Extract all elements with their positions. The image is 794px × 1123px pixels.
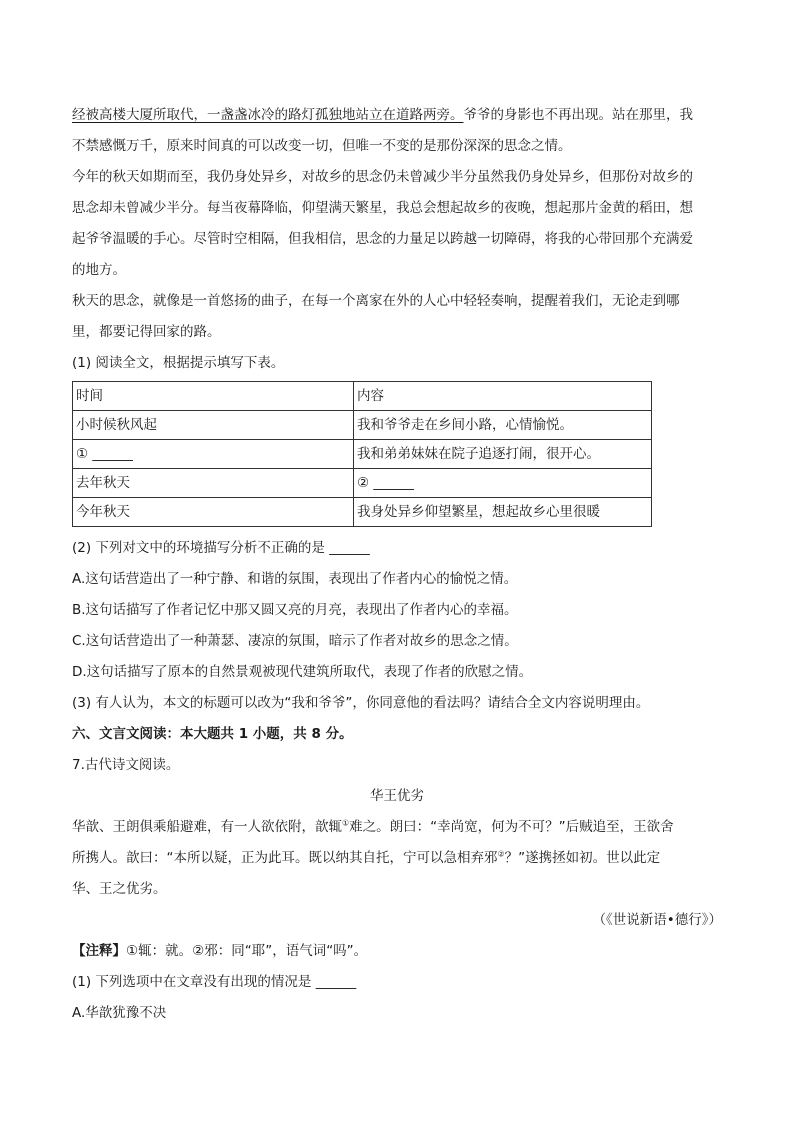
passage-para3-line1: 秋天的思念，就像是一首悠扬的曲子，在每一个离家在外的人心中轻轻奏响，提醒着我们，无论走到哪 bbox=[72, 293, 680, 309]
option-a[interactable]: A.这句话营造出了一种宁静、和谐的氛围，表现出了作者内心的愉悦之情。 bbox=[72, 571, 518, 587]
footnote-marker: ① bbox=[342, 818, 350, 828]
underlined-sentence: 经被高楼大厦所取代，一盏盏冰冷的路灯孤独地站立在道路两旁。 bbox=[72, 107, 464, 123]
table-header-cell: 时间 bbox=[73, 382, 354, 411]
classical-text-line2: 所携人。歆曰：“本所以疑，正为此耳。既以纳其自托，宁可以急相弃邪②？”遂携拯如初。世以此定 bbox=[72, 849, 661, 866]
passage-para2-line4: 的地方。 bbox=[72, 262, 126, 278]
table-header-row bbox=[73, 382, 652, 411]
passage-para3-line2: 里，都要记得回家的路。 bbox=[72, 324, 221, 340]
table-row bbox=[73, 498, 652, 527]
option-b[interactable]: B.这句话描写了作者记忆中那又圆又亮的月亮，表现出了作者内心的幸福。 bbox=[72, 602, 518, 618]
table-cell: 我和爷爷走在乡间小路，心情愉悦。 bbox=[354, 411, 652, 440]
question-1-prompt: (1) 阅读全文，根据提示填写下表。 bbox=[72, 355, 285, 371]
table-row bbox=[73, 469, 652, 498]
passage-para2-line1: 今年的秋天如期而至，我仍身处异乡，对故乡的思念仍未曾减少半分虽然我仍身处异乡，但那份对故乡的 bbox=[72, 169, 693, 185]
table-header-cell: 内容 bbox=[354, 382, 652, 411]
footnote-marker: ② bbox=[497, 849, 505, 859]
question-3-prompt: (3) 有人认为，本文的标题可以改为“我和爷爷”，你同意他的看法吗？请结合全文内容说明理由。 bbox=[72, 695, 650, 711]
document-page bbox=[72, 100, 722, 1029]
option-a[interactable]: A.华歆犹豫不决 bbox=[72, 1005, 167, 1021]
notes-label: 【注释】 bbox=[72, 943, 126, 959]
table-row bbox=[73, 411, 652, 440]
classical-text-line1: 华歆、王朗俱乘船避难，有一人欲依附，歆辄①难之。朗曰：“幸尚宽，何为不可？”后贼追至，王欲舍 bbox=[72, 818, 674, 835]
table-cell: 我身处异乡仰望繁星，想起故乡心里很暖 bbox=[354, 498, 652, 527]
passage-para2-line2: 思念却未曾减少半分。每当夜幕降临，仰望满天繁星，我总会想起故乡的夜晚，想起那片金黄的稻田，想 bbox=[72, 200, 693, 216]
table-cell-blank[interactable]: ② ______ bbox=[354, 469, 652, 498]
classical-text-title: 华王优劣 bbox=[370, 788, 424, 804]
table-cell-blank[interactable]: ① ______ bbox=[73, 440, 354, 469]
option-d[interactable]: D.这句话描写了原本的自然景观被现代建筑所取代，表现了作者的欣慰之情。 bbox=[72, 664, 533, 680]
passage-para1-line2: 不禁感慨万千，原来时间真的可以改变一切，但唯一不变的是那份深深的思念之情。 bbox=[72, 138, 572, 154]
notes-text: ①辄：就。②邪：同“耶”，语气词“吗”。 bbox=[126, 943, 368, 959]
table-cell: 我和弟弟妹妹在院子追逐打闹，很开心。 bbox=[354, 440, 652, 469]
table-cell: 小时候秋风起 bbox=[73, 411, 354, 440]
table-cell: 去年秋天 bbox=[73, 469, 354, 498]
question-7-sub1-prompt: (1) 下列选项中在文章没有出现的情况是 ______ bbox=[72, 974, 357, 990]
question-2-prompt: (2) 下列对文中的环境描写分析不正确的是 ______ bbox=[72, 540, 370, 556]
source-citation: （《世说新语•德行》） bbox=[592, 912, 722, 928]
classical-text-line3: 华、王之优劣。 bbox=[72, 881, 167, 897]
passage-para1-line1: 经被高楼大厦所取代，一盏盏冰冷的路灯孤独地站立在道路两旁。爷爷的身影也不再出现。站在那里，我 bbox=[72, 107, 693, 123]
question-7-heading: 7.古代诗文阅读。 bbox=[72, 757, 180, 773]
table-cell: 今年秋天 bbox=[73, 498, 354, 527]
passage-para2-line3: 起爷爷温暖的手心。尽管时空相隔，但我相信，思念的力量足以跨越一切障碍，将我的心带回那个充满爱 bbox=[72, 231, 693, 247]
option-c[interactable]: C.这句话营造出了一种萧瑟、凄凉的氛围，暗示了作者对故乡的思念之情。 bbox=[72, 633, 518, 649]
table-row bbox=[73, 440, 652, 469]
section-6-heading: 六、文言文阅读：本大题共 1 小题，共 8 分。 bbox=[72, 726, 353, 742]
answer-table bbox=[72, 381, 652, 527]
notes bbox=[72, 936, 722, 967]
